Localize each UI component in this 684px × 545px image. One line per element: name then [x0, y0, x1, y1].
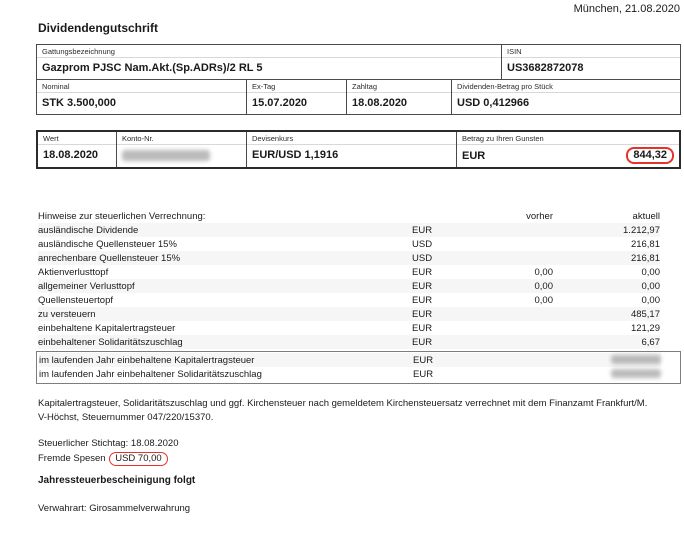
betrag-cell: [456, 132, 679, 167]
gattungsbezeichnung-value: Gazprom PJSC Nam.Akt.(Sp.ADRs)/2 RL 5: [42, 62, 263, 74]
devisenkurs-value: EUR/USD 1,1916: [252, 149, 339, 161]
dividend-per-share-label: Dividenden-Betrag pro Stück: [452, 80, 680, 93]
devisenkurs-label: Devisenkurs: [247, 132, 456, 145]
konto-nr-cell: [116, 132, 246, 167]
fremde-spesen-value-highlighted: USD 70,00: [109, 452, 167, 466]
tax-row: einbehaltener Solidaritätszuschlag EUR 6,67: [38, 336, 660, 348]
security-info-table: [36, 44, 681, 115]
tax-row: Quellensteuertopf EUR 0,00 0,00: [38, 294, 660, 306]
nominal-label: Nominal: [37, 80, 246, 93]
dividend-per-share-cell: [451, 80, 680, 114]
redacted-account-number: [122, 150, 210, 161]
redacted-kapitalertragsteuer-ytd: [611, 355, 661, 364]
wert-cell: [38, 132, 116, 167]
jahressteuerbescheinigung-note: Jahressteuerbescheinigung folgt: [38, 475, 196, 486]
redacted-solidaritaetszuschlag-ytd: [611, 369, 661, 378]
konto-nr-label: Konto-Nr.: [117, 132, 246, 145]
place-date: München, 21.08.2020: [573, 3, 680, 15]
tax-col-aktuell: aktuell: [632, 210, 660, 222]
tax-row: einbehaltene Kapitalertragsteuer EUR 121,29: [38, 322, 660, 334]
ex-tag-label: Ex-Tag: [247, 80, 346, 93]
tax-row: zu versteuern EUR 485,17: [38, 308, 660, 320]
verwahrart-line: Verwahrart: Girosammelverwahrung: [38, 503, 191, 514]
ex-tag-value: 15.07.2020: [252, 97, 308, 109]
tax-row: ausländische Dividende EUR 1.212,97: [38, 224, 660, 236]
settlement-row: [38, 132, 679, 167]
betrag-line: [457, 145, 679, 167]
tax-row: allgemeiner Verlusttopf EUR 0,00 0,00: [38, 280, 660, 292]
zahltag-label: Zahltag: [347, 80, 451, 93]
steuerlicher-stichtag: Steuerlicher Stichtag: 18.08.2020: [38, 438, 179, 449]
gattungsbezeichnung-cell: [37, 45, 501, 79]
betrag-amount-highlighted: 844,32: [626, 147, 674, 164]
isin-cell: [501, 45, 680, 79]
fremde-spesen-label: Fremde Spesen: [38, 453, 106, 464]
ex-tag-cell: [246, 80, 346, 114]
konto-nr-value-redacted: [117, 145, 246, 166]
tax-box-row: im laufenden Jahr einbehaltener Solidaritätszuschlag EUR: [39, 367, 661, 381]
nominal-cell: [37, 80, 246, 114]
tax-settlement-section: [38, 209, 660, 349]
gattungsbezeichnung-label: Gattungsbezeichnung: [37, 45, 501, 58]
document-title: Dividendengutschrift: [38, 21, 159, 35]
security-row-1: [37, 45, 680, 79]
nominal-value: STK 3.500,000: [42, 97, 116, 109]
tax-row: anrechenbare Quellensteuer 15% USD 216,81: [38, 252, 660, 264]
zahltag-cell: [346, 80, 451, 114]
isin-label: ISIN: [502, 45, 680, 58]
zahltag-value: 18.08.2020: [352, 97, 408, 109]
betrag-label: Betrag zu Ihren Gunsten: [457, 132, 679, 145]
security-row-2: [37, 79, 680, 114]
wert-label: Wert: [38, 132, 116, 145]
isin-value: US3682872078: [507, 62, 584, 74]
betrag-currency: EUR: [462, 149, 486, 162]
tax-row: ausländische Quellensteuer 15% USD 216,81: [38, 238, 660, 250]
wert-value: 18.08.2020: [43, 149, 99, 161]
tax-col-vorher: vorher: [526, 210, 553, 222]
tax-box-row: im laufenden Jahr einbehaltene Kapitalertragsteuer EUR: [39, 353, 661, 367]
tax-row: Aktienverlusttopf EUR 0,00 0,00: [38, 266, 660, 278]
dividend-per-share-value: USD 0,412966: [457, 97, 530, 109]
tax-header-row: [38, 209, 660, 223]
tax-heading: Hinweise zur steuerlichen Verrechnung:: [38, 210, 206, 222]
settlement-table: [36, 130, 681, 169]
year-to-date-box: [36, 351, 681, 384]
fremde-spesen-line: [38, 452, 168, 466]
devisenkurs-cell: [246, 132, 456, 167]
tax-office-note: Kapitalertragsteuer, Solidaritätszuschlag und ggf. Kirchensteuer nach gemeldetem Kirchensteuersatz verrechnet mit dem Finanzamt Frankfurt/M. V-Höchst, Steuernummer 047/220/15370.: [38, 398, 648, 423]
